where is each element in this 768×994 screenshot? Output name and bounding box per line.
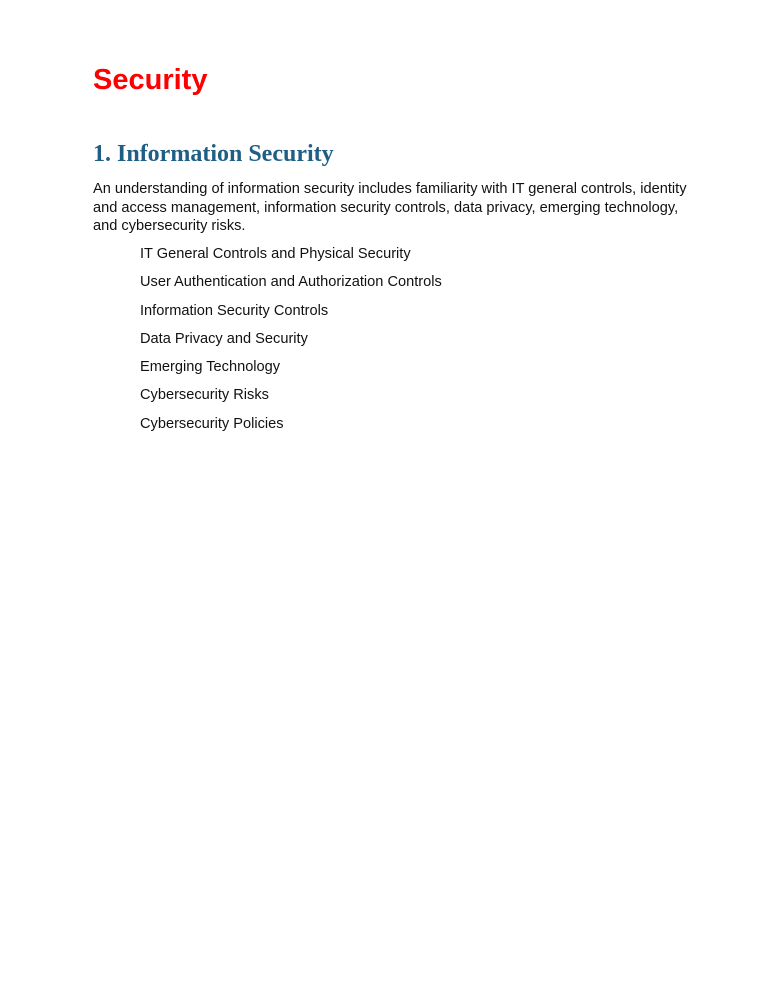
section-intro: An understanding of information security includes familiarity with IT general controls, identity and access management, information security controls, data privacy, emerging technology, and cybersecurity risks. (93, 181, 687, 234)
list-item: Emerging Technology (140, 359, 281, 376)
section-heading: 1. Information Security (93, 141, 334, 167)
list-item: Data Privacy and Security (140, 330, 308, 347)
list-item: Cybersecurity Risks (140, 387, 269, 404)
list-item: Information Security Controls (140, 302, 329, 319)
list-item: IT General Controls and Physical Security (140, 246, 411, 262)
list-item: Cybersecurity Policies (140, 415, 284, 432)
topic-list (140, 245, 442, 443)
list-item: User Authentication and Authorization Controls (140, 274, 442, 291)
page-title: Security (93, 64, 208, 96)
